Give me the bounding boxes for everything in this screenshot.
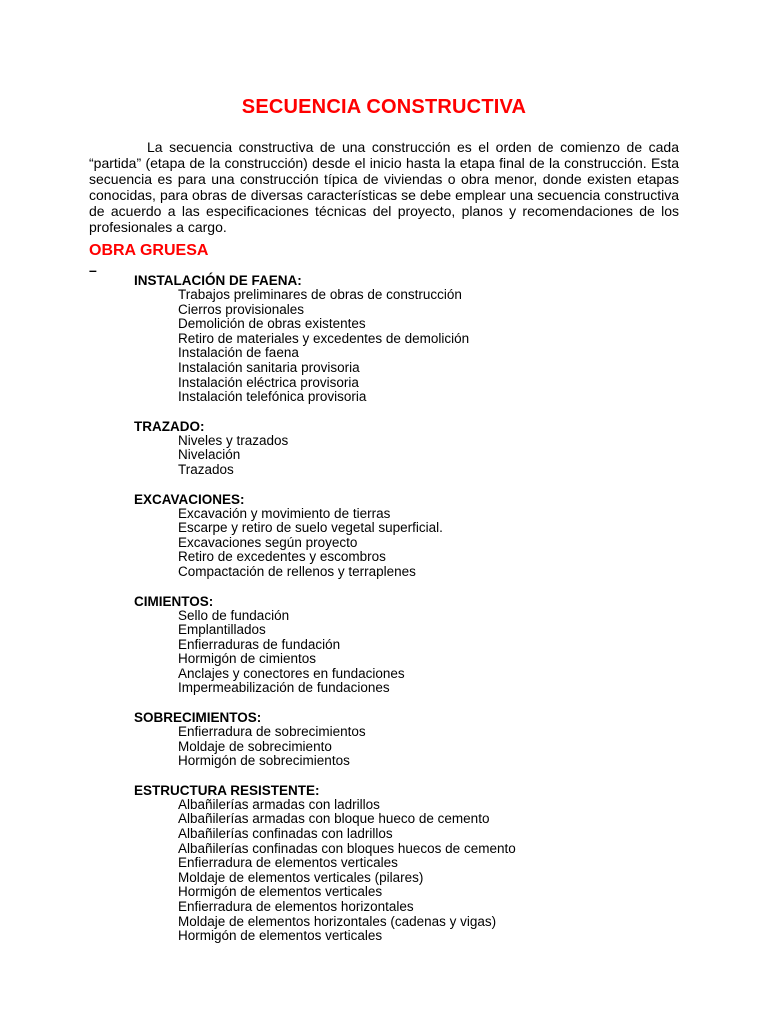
stage-groups [134, 273, 694, 958]
stage-item: Albañilerías armadas con ladrillos [178, 796, 380, 812]
stage-items-list [134, 288, 694, 405]
stage-item: Impermeabilización de fundaciones [178, 680, 390, 696]
stage-item: Albañilerías armadas con bloque hueco de cemento [178, 811, 490, 827]
stage-group [134, 419, 694, 478]
stage-group-title: CIMIENTOS: [134, 593, 214, 609]
stage-item: Albañilerías confinadas con bloques huecos de cemento [178, 840, 516, 856]
stage-group [134, 710, 694, 769]
stage-item: Hormigón de elementos verticales [178, 884, 383, 900]
stage-item: Trabajos preliminares de obras de construcción [178, 287, 462, 302]
stage-item: Instalación de faena [178, 345, 299, 361]
stage-group-title: EXCAVACIONES: [134, 491, 245, 507]
stage-item: Compactación de rellenos y terraplenes [178, 563, 416, 579]
stage-item: Hormigón de sobrecimientos [178, 753, 350, 769]
dash-marker: – [89, 262, 97, 278]
stage-item: Cierros provisionales [178, 301, 305, 317]
stage-item: Enfierradura de elementos horizontales [178, 899, 414, 914]
stage-items-list [134, 507, 694, 580]
stage-group-title: SOBRECIMIENTOS: [134, 710, 262, 726]
stage-item: Escarpe y retiro de suelo vegetal superficial. [178, 520, 443, 536]
stage-item: Retiro de materiales y excedentes de demolición [178, 330, 470, 346]
stage-item: Demolición de obras existentes [178, 316, 366, 332]
stage-item: Nivelación [178, 447, 241, 463]
stage-items-list [134, 609, 694, 697]
stage-item: Instalación eléctrica provisoria [178, 374, 359, 390]
intro-paragraph: La secuencia constructiva de una construcción es el orden de comienzo de cada “partida” (etapa de la construcción) desde el inicio hasta la etapa final de la construcción. Esta secuencia es para una construcción típica de viviendas o obra menor, donde existen etapas conocidas, para obras de diversas características se debe emplear una secuencia constructiva de acuerdo a las especificaciones técnicas del proyecto, planos y recomendaciones de los profesionales a cargo. [89, 139, 679, 235]
stage-item: Anclajes y conectores en fundaciones [178, 665, 405, 681]
stage-item: Niveles y trazados [178, 432, 289, 448]
stage-item: Retiro de excedentes y escombros [178, 549, 386, 565]
stage-items-list [134, 725, 694, 769]
page-title: SECUENCIA CONSTRUCTIVA [241, 96, 527, 118]
stage-item: Sello de fundación [178, 607, 290, 623]
stage-group-title: ESTRUCTURA RESISTENTE: [134, 782, 320, 798]
stage-item: Enfierradura de sobrecimientos [178, 724, 366, 740]
stage-item: Instalación telefónica provisoria [178, 389, 367, 405]
stage-item: Moldaje de sobrecimiento [178, 738, 332, 754]
stage-group-title: TRAZADO: [134, 418, 205, 434]
stage-item: Emplantillados [178, 622, 266, 638]
stage-item: Moldaje de elementos horizontales (cadenas y vigas) [178, 913, 497, 929]
stage-item: Instalación sanitaria provisoria [178, 359, 360, 375]
stage-item: Hormigón de elementos verticales [178, 928, 383, 944]
stage-item: Trazados [178, 461, 234, 477]
stage-group [134, 594, 694, 697]
stage-group [134, 492, 694, 580]
stage-item: Excavaciones según proyecto [178, 534, 358, 550]
section-heading-obra-gruesa: OBRA GRUESA [89, 242, 209, 259]
stage-items-list [134, 798, 694, 944]
stage-group-title: INSTALACIÓN DE FAENA: [134, 273, 302, 288]
stage-item: Enfierraduras de fundación [178, 636, 341, 652]
stage-group [134, 273, 694, 405]
stage-items-list [134, 434, 694, 478]
stage-item: Excavación y movimiento de tierras [178, 505, 391, 521]
stage-item: Enfierradura de elementos verticales [178, 855, 398, 871]
stage-item: Albañilerías confinadas con ladrillos [178, 826, 393, 842]
stage-item: Moldaje de elementos verticales (pilares) [178, 869, 424, 885]
stage-group [134, 783, 694, 944]
stage-item: Hormigón de cimientos [178, 651, 317, 667]
